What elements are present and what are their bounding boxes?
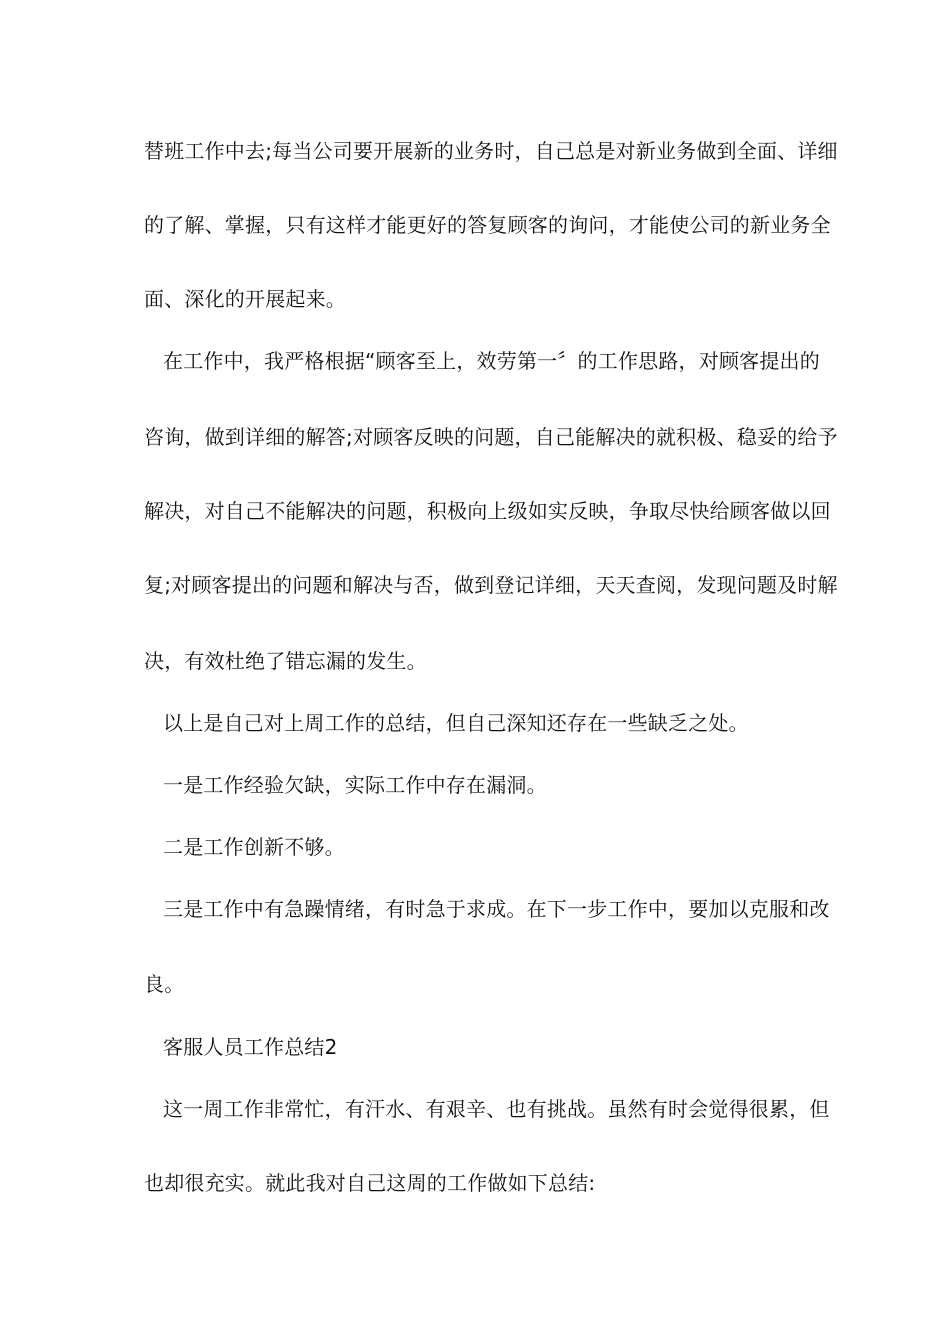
paragraph-line: 在工作中，我严格根据“顾客至上，效劳第一〞的工作思路，对顾客提出的 bbox=[163, 349, 820, 373]
paragraph-line: 替班工作中去;每当公司要开展新的业务时，自己总是对新业务做到全面、详细 bbox=[144, 139, 838, 163]
paragraph-line: 解决，对自己不能解决的问题，积极向上级如实反映，争取尽快给顾客做以回 bbox=[144, 499, 831, 523]
section-heading: 客服人员工作总结2 bbox=[163, 1035, 338, 1059]
paragraph-line: 咨询，做到详细的解答;对顾客反映的问题，自己能解决的就积极、稳妥的给予 bbox=[144, 425, 838, 449]
paragraph-line: 也却很充实。就此我对自己这周的工作做如下总结: bbox=[144, 1171, 596, 1195]
paragraph-line: 良。 bbox=[144, 972, 185, 996]
paragraph-line: 三是工作中有急躁情绪，有时急于求成。在下一步工作中，要加以克服和改 bbox=[163, 897, 830, 921]
paragraph-line: 的了解、掌握，只有这样才能更好的答复顾客的询问，才能使公司的新业务全 bbox=[144, 213, 831, 237]
paragraph-line: 一是工作经验欠缺，实际工作中存在漏洞。 bbox=[163, 773, 547, 797]
paragraph-line: 复;对顾客提出的问题和解决与否，做到登记详细，天天查阅，发现问题及时解 bbox=[144, 573, 838, 597]
paragraph-line: 面、深化的开展起来。 bbox=[144, 287, 346, 311]
paragraph-line: 这一周工作非常忙，有汗水、有艰辛、也有挑战。虽然有时会觉得很累，但 bbox=[163, 1097, 830, 1121]
paragraph-line: 决，有效杜绝了错忘漏的发生。 bbox=[144, 649, 427, 673]
paragraph-line: 以上是自己对上周工作的总结，但自己深知还存在一些缺乏之处。 bbox=[163, 711, 749, 735]
paragraph-line: 二是工作创新不够。 bbox=[163, 835, 345, 859]
